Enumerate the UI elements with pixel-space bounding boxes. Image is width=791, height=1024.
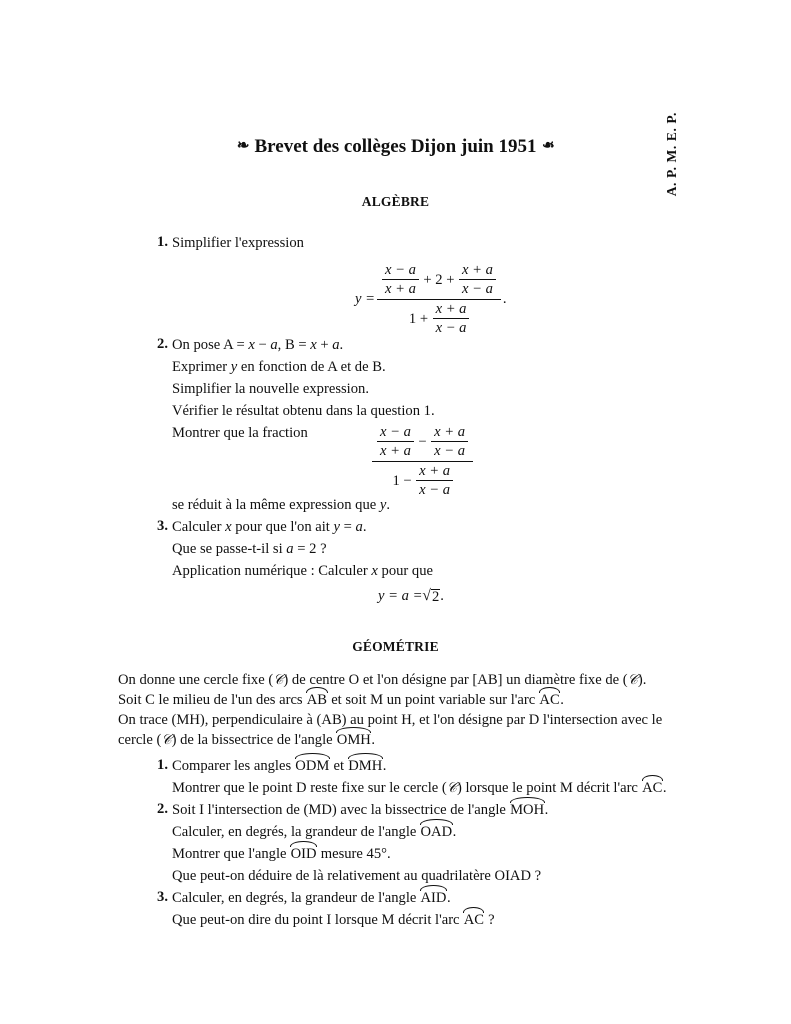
script-c-symbol: 𝒞 (161, 732, 172, 748)
list-text-geometry-1-line-2: Montrer que le point D reste fixe sur le cercle (𝒞) lorsque le point M décrit l'arc AC. (172, 779, 667, 798)
formula-1-num-term1-num: x − a (384, 262, 416, 278)
section-heading-algebra: ALGÈBRE (361, 194, 430, 209)
angle-dmh: DMH (348, 757, 383, 776)
formula-1-num-term1-den: x + a (384, 281, 416, 298)
list-text-geometry-2-line-1: Soit I l'intersection de (MD) avec la bissectrice de l'angle MOH. (172, 801, 548, 820)
formula-3-radicand: 2 (431, 589, 440, 605)
formula-1-num-term2-num: x + a (461, 262, 493, 278)
formula-2-den-term-num: x + a (419, 462, 451, 479)
main-fraction-bar (377, 299, 501, 300)
fraction-bar (377, 441, 414, 442)
fraction-bar (382, 279, 419, 280)
page-title-text: Brevet des collèges Dijon juin 1951 (254, 136, 537, 157)
formula-2-num-term2-num: x + a (434, 424, 466, 440)
list-text-geometry-2-line-2: Calculer, en degrés, la grandeur de l'angle OAD. (172, 823, 456, 842)
list-number-algebra-3: 3. (157, 518, 168, 534)
fraction-bar (431, 441, 468, 442)
list-text-geometry-3-line-2: Que peut-on dire du point I lorsque M décrit l'arc AC ? (172, 911, 495, 930)
angle-oad: OAD (420, 823, 453, 842)
list-text-algebra-2-line-2: Exprimer y en fonction de A et de B. (172, 359, 386, 375)
fraction-bar (459, 279, 496, 280)
formula-1-num-op: + 2 + (423, 271, 455, 288)
angle-oid: OID (290, 845, 317, 864)
formula-3-trailing: . (440, 588, 444, 605)
fraction-bar (416, 480, 453, 481)
angle-aid: AID (420, 889, 447, 908)
arc-ac: AC (463, 911, 484, 930)
formula-2-num-term1-den: x + a (380, 443, 411, 460)
list-text-algebra-2-trailing: se réduit à la même expression que y. (172, 497, 391, 513)
list-text-algebra-2-line-3: Simplifier la nouvelle expression. (172, 381, 369, 397)
square-root-icon: √ 2 (422, 587, 440, 605)
formula-3-text: y = a = (378, 588, 423, 605)
formula-algebra-1 (355, 262, 507, 337)
ornament-left-icon: ❧ (236, 138, 250, 155)
arc-ac: AC (539, 691, 560, 710)
fraction-bar (433, 318, 470, 319)
script-c-symbol: 𝒞 (627, 672, 638, 688)
list-text-geometry-2-line-4: Que peut-on déduire de là relativement au quadrilatère OIAD ? (172, 868, 542, 884)
list-text-geometry-1-line-1: Comparer les angles ODM et DMH. (172, 757, 386, 776)
list-text-algebra-1-line-1: Simplifier l'expression (172, 235, 304, 251)
geometry-intro-line-4: cercle (𝒞) de la bissectrice de l'angle OMH. (118, 731, 375, 750)
geometry-intro-line-3: On trace (MH), perpendiculaire à (AB) au point H, et l'on désigne par D l'intersection avec le (118, 712, 663, 728)
list-text-geometry-2-line-3: Montrer que l'angle OID mesure 45°. (172, 845, 391, 864)
formula-1-trailing: . (502, 290, 507, 307)
list-number-geometry-2: 2. (157, 801, 168, 817)
formula-2-num-term1-num: x − a (380, 424, 411, 440)
formula-2-den-lead: 1 − (392, 472, 412, 489)
list-number-geometry-1: 1. (157, 757, 168, 773)
script-c-symbol: 𝒞 (446, 780, 457, 796)
list-text-algebra-2-line-1: On pose A = x − a, B = x + a. (172, 337, 344, 353)
list-number-algebra-2: 2. (157, 336, 168, 352)
formula-1-num-term2-den: x − a (461, 281, 493, 298)
script-c-symbol: 𝒞 (273, 672, 284, 688)
formula-1-lhs: y = (355, 290, 375, 307)
angle-odm: ODM (295, 757, 330, 776)
geometry-intro-line-2: Soit C le milieu de l'un des arcs AB et soit M un point variable sur l'arc AC. (118, 691, 564, 710)
apmep-vertical-mark: A. P. M. E. P. (664, 112, 679, 197)
list-text-geometry-3-line-1: Calculer, en degrés, la grandeur de l'angle AID. (172, 889, 451, 908)
angle-omh: OMH (336, 731, 371, 750)
formula-algebra-2 (370, 424, 475, 499)
list-text-algebra-2-line-4: Vérifier le résultat obtenu dans la question 1. (172, 403, 435, 419)
arc-ac: AC (642, 779, 663, 798)
list-text-algebra-3-line-3: Application numérique : Calculer x pour que (172, 563, 433, 579)
list-number-geometry-3: 3. (157, 889, 168, 905)
formula-2-num-op: − (418, 433, 427, 450)
formula-algebra-3 (378, 588, 444, 605)
formula-1-den-term-num: x + a (435, 300, 467, 317)
page-title (0, 136, 791, 158)
geometry-intro-line-1: On donne une cercle fixe (𝒞) de centre O et l'on désigne par [AB] un diamètre fixe de (𝒞). (118, 672, 647, 688)
list-text-algebra-2-line-5: Montrer que la fraction (172, 425, 308, 441)
main-fraction-bar (372, 461, 473, 462)
formula-2-num-term2-den: x − a (434, 443, 466, 460)
ornament-right-icon: ❧ (541, 138, 555, 155)
arc-ab: AB (306, 691, 327, 710)
list-text-algebra-3-line-1: Calculer x pour que l'on ait y = a. (172, 519, 367, 535)
angle-moh: MOH (510, 801, 545, 820)
list-number-algebra-1: 1. (157, 234, 168, 250)
formula-1-den-term-den: x − a (435, 320, 467, 337)
section-heading-geometry: GÉOMÉTRIE (352, 639, 439, 654)
formula-1-den-lead: 1 + (408, 310, 429, 327)
list-text-algebra-3-line-2: Que se passe-t-il si a = 2 ? (172, 541, 327, 557)
formula-2-den-term-den: x − a (419, 482, 451, 499)
